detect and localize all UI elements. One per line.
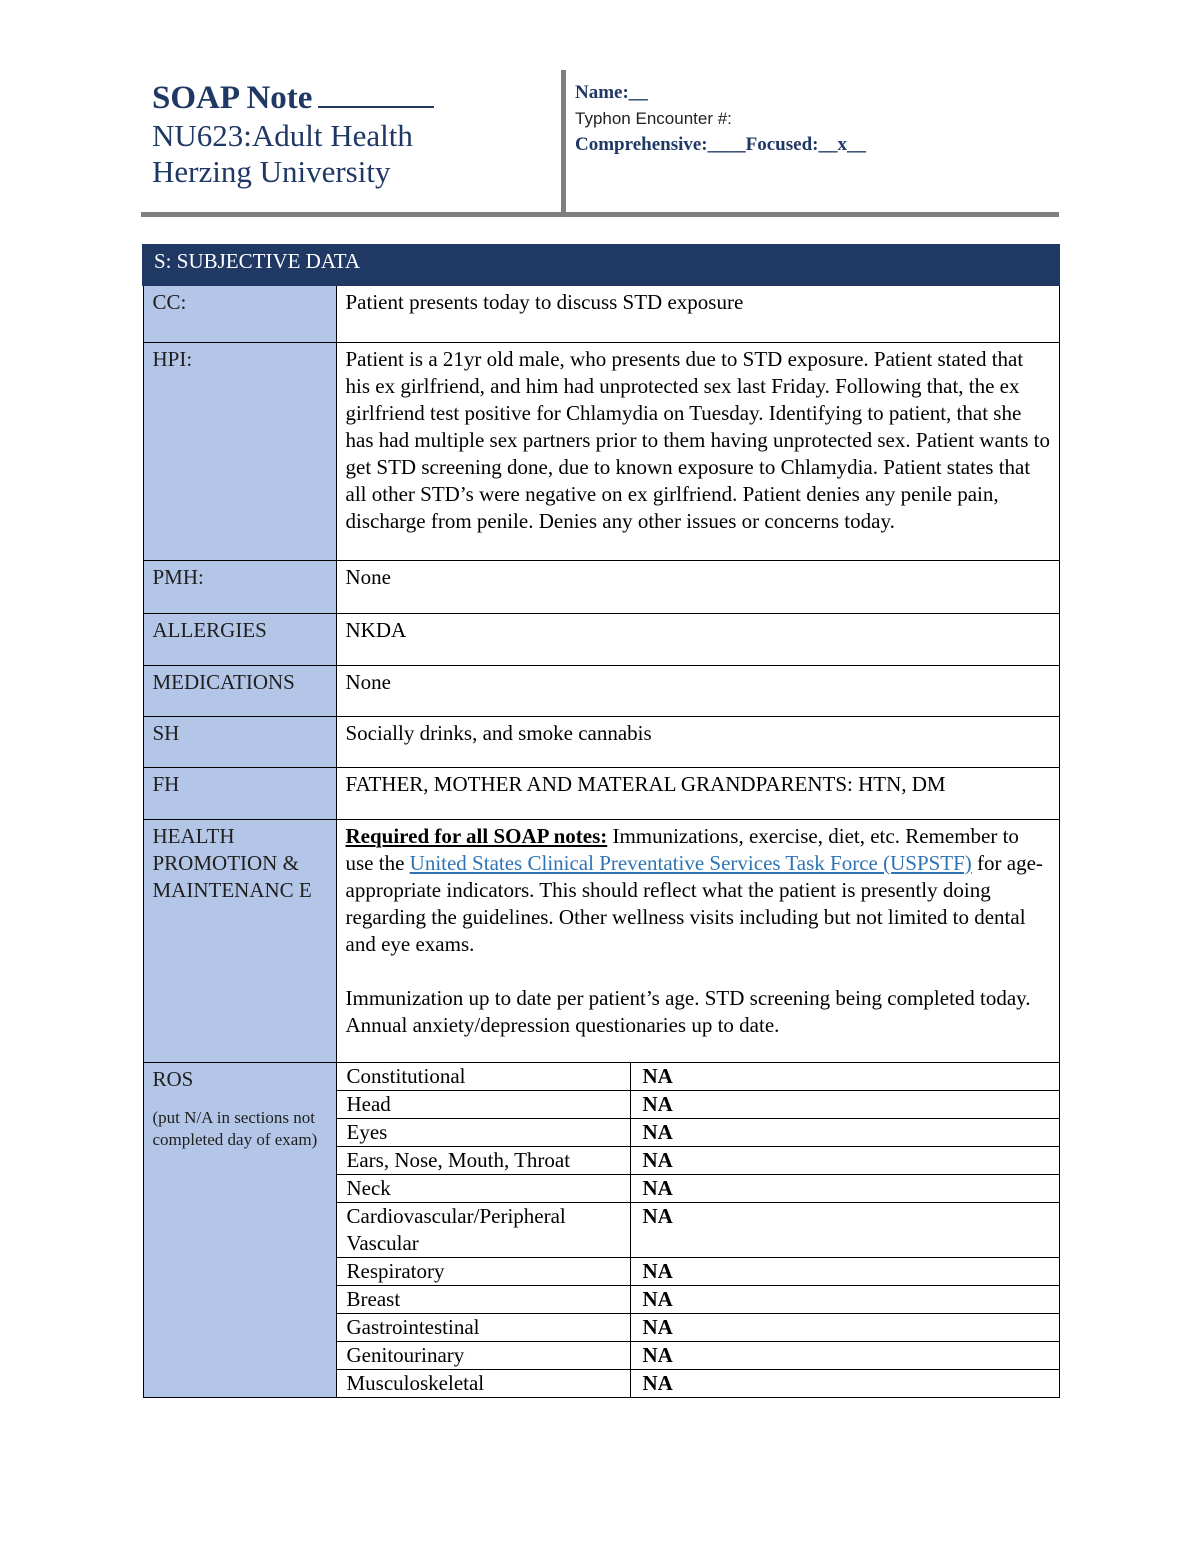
ros-system: Neck (337, 1174, 631, 1202)
fh-value: FATHER, MOTHER AND MATERAL GRANDPARENTS: HTN, DM (336, 767, 1059, 819)
health-text-1: Immunizations, exercise, diet, etc. Remember to use the (345, 823, 1019, 875)
cc-value: Patient presents today to discuss STD exposure (336, 285, 1059, 342)
header-horizontal-divider (141, 212, 1059, 217)
school-name: Herzing University (152, 154, 391, 189)
hpi-label: HPI: (143, 342, 336, 560)
table-row (143, 819, 1059, 1062)
ros-row (337, 1369, 1059, 1397)
typhon-encounter-field: Typhon Encounter #: (575, 109, 732, 128)
health-promotion-label: HEALTH PROMOTION & MAINTENANC E (143, 819, 336, 1062)
medications-label: MEDICATIONS (143, 665, 336, 716)
ros-status: NA (630, 1090, 1059, 1118)
table-row (143, 560, 1059, 613)
ros-system: Gastrointestinal (337, 1313, 631, 1341)
ros-row (337, 1090, 1059, 1118)
ros-status: NA (630, 1174, 1059, 1202)
ros-row (337, 1063, 1059, 1091)
ros-table (337, 1063, 1059, 1397)
pmh-label: PMH: (143, 560, 336, 613)
table-row (143, 285, 1059, 342)
allergies-value: NKDA (336, 613, 1059, 665)
ros-status: NA (630, 1257, 1059, 1285)
health-text-2: for age-appropriate indicators. This should reflect what the patient is presently doing regarding the guidelines. Other wellness visits including but not limited to dental and eye exams. (345, 850, 1043, 956)
ros-system: Genitourinary (337, 1341, 631, 1369)
medications-value: None (336, 665, 1059, 716)
ros-values-cell (336, 1062, 1059, 1397)
header-vertical-divider (561, 70, 566, 215)
ros-system: Head (337, 1090, 631, 1118)
ros-row (337, 1341, 1059, 1369)
course-name: NU623:Adult Health (152, 118, 413, 153)
section-banner: S: SUBJECTIVE DATA (143, 245, 1059, 285)
table-row (143, 665, 1059, 716)
health-promotion-value (336, 819, 1059, 1062)
ros-status: NA (630, 1341, 1059, 1369)
ros-row (337, 1285, 1059, 1313)
cc-label: CC: (143, 285, 336, 342)
table-row (143, 767, 1059, 819)
pmh-value: None (336, 560, 1059, 613)
ros-status: NA (630, 1063, 1059, 1091)
ros-label-cell (143, 1062, 336, 1397)
ros-row (337, 1174, 1059, 1202)
ros-status: NA (630, 1118, 1059, 1146)
table-row (143, 716, 1059, 767)
uspstf-link[interactable]: United States Clinical Preventative Services Task Force (USPSTF) (409, 850, 972, 875)
name-field: Name:__ (575, 82, 648, 103)
ros-status: NA (630, 1146, 1059, 1174)
table-row (143, 1062, 1059, 1397)
required-note: Required for all SOAP notes: (345, 823, 608, 848)
ros-status: NA (642, 1370, 673, 1395)
ros-row (337, 1257, 1059, 1285)
ros-system: Musculoskeletal (337, 1369, 631, 1397)
ros-system: Respiratory (337, 1257, 631, 1285)
ros-system: Constitutional (337, 1063, 631, 1091)
ros-status: NA (630, 1285, 1059, 1313)
ros-system: Ears, Nose, Mouth, Throat (337, 1146, 631, 1174)
ros-label: ROS (152, 1066, 194, 1091)
ros-system: Breast (337, 1285, 631, 1313)
subjective-table (142, 244, 1060, 1398)
ros-row (337, 1146, 1059, 1174)
page-title: SOAP Note (152, 78, 552, 118)
ros-note: (put N/A in sections not completed day of exam) (152, 1107, 318, 1149)
ros-status: NA (630, 1202, 1059, 1257)
table-row (143, 342, 1059, 560)
ros-system: Cardiovascular/Peripheral Vascular (337, 1202, 631, 1257)
allergies-label: ALLERGIES (143, 613, 336, 665)
fh-label: FH (143, 767, 336, 819)
health-paragraph-1 (346, 823, 1051, 958)
health-paragraph-2: Immunization up to date per patient’s age. STD screening being completed today. Annual anxiety/depression questionaries up to date. (345, 985, 1031, 1037)
header-right (575, 80, 1055, 158)
ros-row (337, 1202, 1059, 1257)
sh-value: Socially drinks, and smoke cannabis (336, 716, 1059, 767)
sh-label: SH (143, 716, 336, 767)
table-row (143, 613, 1059, 665)
ros-row (337, 1118, 1059, 1146)
title-blank-line (318, 80, 434, 108)
header-left (152, 78, 552, 190)
ros-status: NA (630, 1313, 1059, 1341)
ros-row (337, 1313, 1059, 1341)
encounter-type-field: Comprehensive:____Focused:__x__ (575, 134, 866, 155)
hpi-value: Patient is a 21yr old male, who presents due to STD exposure. Patient stated that his ex girlfriend, and him had unprotected sex last Friday. Following that, the ex girlfriend test positive for Chlamydia on Tuesday. Identifying to patient, that she has had multiple sex partners prior to them having unprotected sex. Patient wants to get STD screening done, due to known exposure to Chlamydia. Patient states that all other STD’s were negative on ex girlfriend. Patient denies any penile pain, discharge from penile. Denies any other issues or concerns today. (336, 342, 1059, 560)
ros-system: Eyes (337, 1118, 631, 1146)
